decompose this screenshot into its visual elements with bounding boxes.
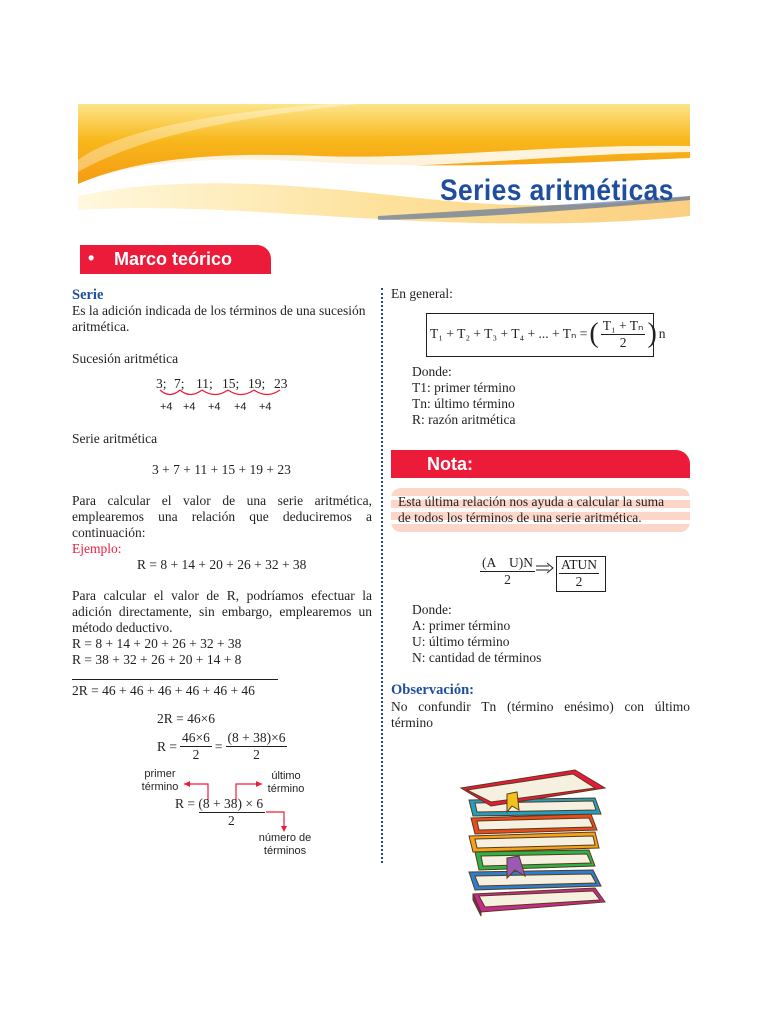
header-banner	[78, 100, 690, 228]
section-banner	[80, 245, 271, 274]
donde-label-1: Donde:	[412, 364, 452, 379]
sucesion-term: 3;	[156, 376, 167, 391]
nota-line1: Esta última relación nos ayuda a calcular la suma	[398, 494, 665, 509]
en-general-label: En general:	[391, 286, 453, 301]
formula-fraction	[601, 318, 646, 351]
sum-rule	[72, 679, 278, 680]
observacion-line2: término	[391, 715, 433, 730]
para2-line2: adición directamente, sin embargo, emplearemos un	[72, 604, 372, 619]
fraction-numerator: T₁ + Tₙ	[602, 317, 644, 333]
fraction-46x6	[180, 730, 212, 763]
final-expression: R = (8 + 38) × 6	[175, 796, 264, 811]
equation-r2: R = 38 + 32 + 26 + 20 + 14 + 8	[72, 652, 242, 667]
fraction-numerator: (A U)N	[482, 555, 533, 570]
definition-t1: T1: primer término	[412, 380, 516, 395]
sucesion-diff: +4	[183, 401, 196, 413]
books-illustration	[455, 766, 615, 922]
column-divider	[381, 288, 383, 863]
fraction-denominator: 2	[504, 572, 511, 587]
para1-line3: continuación:	[72, 525, 146, 540]
fraction-denominator: 2	[253, 747, 260, 762]
section-title: Marco teórico	[114, 249, 233, 269]
equation-sum: 2R = 46 + 46 + 46 + 46 + 46 + 46	[72, 683, 255, 698]
ejemplo-expression: R = 8 + 14 + 20 + 26 + 32 + 38	[137, 557, 307, 572]
nota-banner	[391, 450, 690, 478]
sucesion-label: Sucesión aritmética	[72, 351, 179, 366]
fraction-denominator: 2	[619, 334, 627, 350]
sucesion-arcs	[150, 388, 300, 400]
sucesion-diagram	[150, 376, 300, 416]
nota-title: Nota:	[427, 454, 473, 474]
definition-tn: Tn: último término	[412, 396, 515, 411]
definition-n: N: cantidad de términos	[412, 650, 542, 665]
sucesion-diff: +4	[259, 401, 272, 413]
para2-line3: método deductivo.	[72, 620, 173, 635]
observacion-heading: Observación:	[391, 682, 474, 698]
serie-heading: Serie	[72, 287, 104, 303]
donde-label-2: Donde:	[412, 602, 452, 617]
serie-expression: 3 + 7 + 11 + 15 + 19 + 23	[152, 462, 291, 477]
sucesion-term: 15;	[222, 376, 240, 391]
observacion-line1: No confundir Tn (término enésimo) con último	[391, 699, 690, 714]
serie-label: Serie aritmética	[72, 431, 158, 446]
definition-u: U: último término	[412, 634, 510, 649]
sucesion-term: 7;	[174, 376, 185, 391]
fraction-denominator: 2	[575, 574, 583, 589]
eq-r-lhs: R =	[157, 738, 177, 754]
fraction-denominator: 2	[192, 747, 200, 762]
page-title: Series aritméticas	[440, 174, 674, 207]
para1-line2: emplearemos una relación que deduciremos a	[72, 509, 372, 524]
formula-paren-close: )	[647, 318, 657, 349]
serie-definition-line2: aritmética.	[72, 319, 130, 334]
fraction-numerator: (8 + 38)×6	[227, 730, 286, 745]
sucesion-diff: +4	[160, 401, 173, 413]
formula-n: n	[658, 326, 666, 341]
sucesion-term: 23	[274, 376, 288, 391]
section-bullet: •	[88, 248, 95, 268]
ejemplo-label: Ejemplo:	[72, 541, 122, 556]
implies-arrow-icon	[535, 562, 555, 574]
fraction-numerator: ATUN	[561, 557, 597, 572]
nota-line2: de todos los términos de una serie aritmética.	[398, 510, 642, 525]
annotation-primer-termino: primer término	[141, 768, 179, 793]
sucesion-term: 19;	[248, 376, 266, 391]
equation-r-fractions	[157, 730, 287, 763]
fraction-sum-times-6	[226, 730, 288, 763]
para1-line1: Para calcular el valor de una serie aritmética,	[72, 493, 372, 508]
aun-fraction	[480, 555, 535, 588]
para2-line1: Para calcular el valor de R, podríamos efectuar la	[72, 588, 372, 603]
fraction-numerator: 46×6	[182, 730, 210, 745]
equation-2r: 2R = 46×6	[157, 711, 215, 726]
definition-r: R: razón aritmética	[412, 412, 516, 427]
atun-fraction	[559, 557, 599, 590]
definition-a: A: primer término	[412, 618, 511, 633]
sucesion-diff: +4	[208, 401, 221, 413]
formula-lhs: T₁ + T₂ + T₃ + T₄ + ... + Tₙ =	[430, 326, 588, 341]
equation-r1: R = 8 + 14 + 20 + 26 + 32 + 38	[72, 636, 242, 651]
general-formula	[430, 315, 666, 353]
annotation-numero-terminos: número de términos	[258, 832, 312, 857]
sucesion-diff: +4	[234, 401, 247, 413]
final-denominator: 2	[228, 813, 235, 828]
annotation-ultimo-termino: último término	[267, 770, 305, 795]
sucesion-term: 11;	[196, 376, 213, 391]
formula-paren-open: (	[589, 318, 599, 349]
serie-definition-line1: Es la adición indicada de los términos de una sucesión	[72, 303, 366, 318]
eq-r-equals: =	[214, 738, 223, 754]
